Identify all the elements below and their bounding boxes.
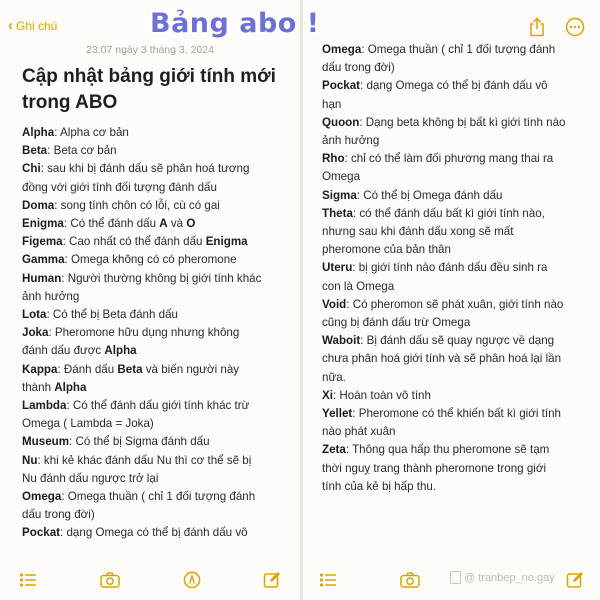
note-line [322,278,592,296]
note-line-term: Zeta [322,443,346,457]
note-line-text: : Có thể đánh dấu [63,217,160,231]
note-line-text: : Beta cơ bản [47,144,117,158]
note-line-text: : dạng Omega có thể bị đánh dấu vô [360,79,548,93]
note-line [22,433,287,451]
note-line-text: : Có thể bị Beta đánh dấu [46,308,178,322]
note-line-text: : Có thể bị Sigma đánh dấu [69,435,210,449]
note-line [322,387,592,405]
watermark-text: @ tranbep_no.gay [464,571,555,584]
note-line [322,369,592,387]
note-line-text: : Người thường không bị giới tính khác [61,271,262,285]
note-line-term: Sigma [322,188,357,202]
back-button[interactable] [8,19,57,33]
note-line-text: : dạng Omega có thể bị đánh dấu vô [60,526,248,540]
note-line-text: nào phát xuân [322,425,396,439]
note-line [322,350,592,368]
note-line [322,168,592,186]
note-line [322,205,592,223]
note-line [22,179,287,197]
note-line-text: ảnh hưởng [22,289,80,303]
note-line-text: : khi kẻ khác đánh dấu Nu thì cơ thể sẽ bị [37,453,252,467]
note-line-text: cũng bị đánh dấu trừ Omega [322,316,471,330]
note-line [322,460,592,478]
note-line-text: : Pheromone hữu dụng nhưng không [48,326,240,340]
note-line-text: thời nguỵ trang thành pheromone trong giới [322,461,547,475]
note-line-term: Chi [22,162,41,176]
note-line-term: Enigma [22,217,64,231]
note-line [322,114,592,132]
note-line-text: và biến người này [142,362,240,376]
note-line-term: Alpha [54,380,87,394]
note-body-continued[interactable] [322,41,592,496]
note-line-text: dấu trong đời) [322,61,395,75]
note-timestamp: 23:07 ngày 3 tháng 3, 2024 [86,44,214,56]
note-line-term: Pockat [22,526,61,540]
note-line [322,423,592,441]
note-line [22,197,287,215]
note-line [322,187,592,205]
note-line [22,270,287,288]
note-line [22,488,287,506]
note-line-term: Lambda [22,399,67,413]
note-line [322,441,592,459]
note-line-term: Doma [22,198,55,212]
note-line-term: Alpha [104,344,137,358]
note-line-text: : Omega thuần ( chỉ 1 đối tượng đánh [361,43,556,56]
note-line-term: Omega [322,43,362,56]
camera-icon[interactable] [100,570,120,590]
note-line-text: pheromone của bản thân [322,243,451,257]
checklist-icon[interactable] [18,570,38,590]
note-line-text: : bị giới tính nào đánh dấu đều sinh ra [352,261,548,275]
note-line [22,361,287,379]
note-line-term: Kappa [22,362,58,376]
note-line [22,233,287,251]
note-line-text: dấu trong đời) [22,508,95,522]
note-line-text: đánh dấu được [22,344,105,358]
note-line-term: Yellet [322,407,353,421]
note-line-text: thành [22,380,55,394]
note-line-term: Xi [322,388,333,402]
note-line [322,96,592,114]
note-line-text: : Bị đánh dấu sẽ quay ngược về dạng [360,334,555,348]
back-label: Ghi chú [16,19,58,33]
note-line-text: : Omega thuần ( chỉ 1 đối tượng đánh [61,490,256,504]
markup-pen-icon[interactable] [182,570,202,590]
note-line [322,77,592,95]
note-line-text: : Pheromone có thể khiến bất kì giới tính [352,407,561,421]
note-line [322,332,592,350]
note-line-text: Omega ( Lambda = Joka) [22,417,154,431]
note-line-term: Pockat [322,79,361,93]
right-note-panel [303,0,600,600]
note-line-term: Nu [22,453,38,467]
note-line-text: và [167,217,187,231]
note-line [322,241,592,259]
note-line [322,405,592,423]
note-line [22,288,287,306]
note-line [22,324,287,342]
note-line-text: nhưng sau khi đánh dấu xong sẽ mất [322,225,514,239]
note-line-text: : Có thể đánh dấu giới tính khác trừ [66,399,250,413]
note-line [322,59,592,77]
tiktok-logo-icon [450,571,461,584]
note-line-term: Lota [22,308,47,322]
note-line-text: : song tính chôn có lỗi, cù có gai [54,198,220,212]
note-line [22,124,287,142]
note-line-text: : Cao nhất có thể đánh dấu [62,235,206,249]
note-line-term: A [159,217,168,231]
note-line [22,142,287,160]
compose-icon[interactable] [262,570,282,590]
watermark [450,571,555,584]
note-line [322,132,592,150]
note-line-term: Figema [22,235,63,249]
note-line-text: : có thể đánh dấu bất kì giới tính nào, [352,206,545,220]
overlay-title: Bảng abo ! [150,8,320,39]
note-line [322,150,592,168]
note-line [22,379,287,397]
note-line-text: hạn [322,97,342,111]
note-line-text: : Có thể bị Omega đánh dấu [356,188,503,202]
note-line [322,296,592,314]
note-line-text: : sau khi bị đánh dấu sẽ phân hoá tương [40,162,250,176]
note-line [22,506,287,524]
note-line-term: Alpha [22,126,55,139]
note-line-term: Joka [22,326,49,340]
share-icon[interactable] [527,17,547,37]
note-line [22,342,287,360]
note-line-text: chưa phân hoá giới tính và sẽ phân hoá lại lần [322,352,562,366]
note-title[interactable] [22,64,292,116]
compose-icon[interactable] [565,570,585,590]
note-line [322,478,592,496]
note-line-text: : Hoàn toàn vô tính [332,388,431,402]
chevron-left-icon: ‹ [8,17,13,34]
note-line [22,306,287,324]
note-line-term: Void [322,297,347,311]
note-line-text: tính của kẻ bị hấp thu. [322,479,437,493]
note-line [22,251,287,269]
note-line-term: Theta [322,206,353,220]
note-line-text: : chỉ có thể làm đối phương mang thai ra [344,152,554,166]
left-bottom-toolbar [0,560,300,600]
note-line-text: nữa. [322,370,346,384]
note-title-line2: trong ABO [22,92,118,113]
note-line-text: : Alpha cơ bản [54,126,129,139]
note-line-term: Omega [22,490,62,504]
note-line-term: Quoon [322,115,360,129]
note-line [322,259,592,277]
note-line [22,524,287,542]
note-line-term: Enigma [205,235,248,249]
note-line-term: Beta [22,144,48,158]
note-line [22,397,287,415]
note-line-text: : Thông qua hấp thu pheromone sẽ tạm [345,443,550,457]
note-line-term: Gamma [22,253,65,267]
note-line-term: Rho [322,152,345,166]
note-title-line1: Cập nhật bảng giới tính mới [22,66,276,87]
note-line [22,215,287,233]
note-line-text: ảnh hưởng [322,134,380,148]
note-line-text: : Dạng beta không bị bất kì giới tính nào [359,115,566,129]
more-icon[interactable] [565,17,585,37]
note-line-text: Nu đánh dấu ngược trở lại [22,471,159,485]
note-line [322,223,592,241]
note-line [22,415,287,433]
note-line-term: Uteru [322,261,353,275]
camera-icon[interactable] [400,570,420,590]
note-line-term: Human [22,271,62,285]
note-body[interactable] [22,124,287,543]
note-line-term: Museum [22,435,70,449]
note-line-text: Omega [322,170,361,184]
note-line-term: O [186,217,196,231]
note-line-text: : Omega không có có pheromone [64,253,237,267]
note-line [22,160,287,178]
note-line [322,314,592,332]
note-line [322,41,592,59]
note-line-text: đồng với giới tính đối tượng đánh dấu [22,180,217,194]
note-line-text: : Đánh dấu [57,362,118,376]
note-line-text: : Có pheromon sẽ phát xuân, giới tính nào [346,297,564,311]
checklist-icon[interactable] [318,570,338,590]
note-line-text: con là Omega [322,279,395,293]
note-line [22,452,287,470]
note-line [22,470,287,488]
note-line-term: Waboit [322,334,361,348]
note-line-term: Beta [117,362,143,376]
